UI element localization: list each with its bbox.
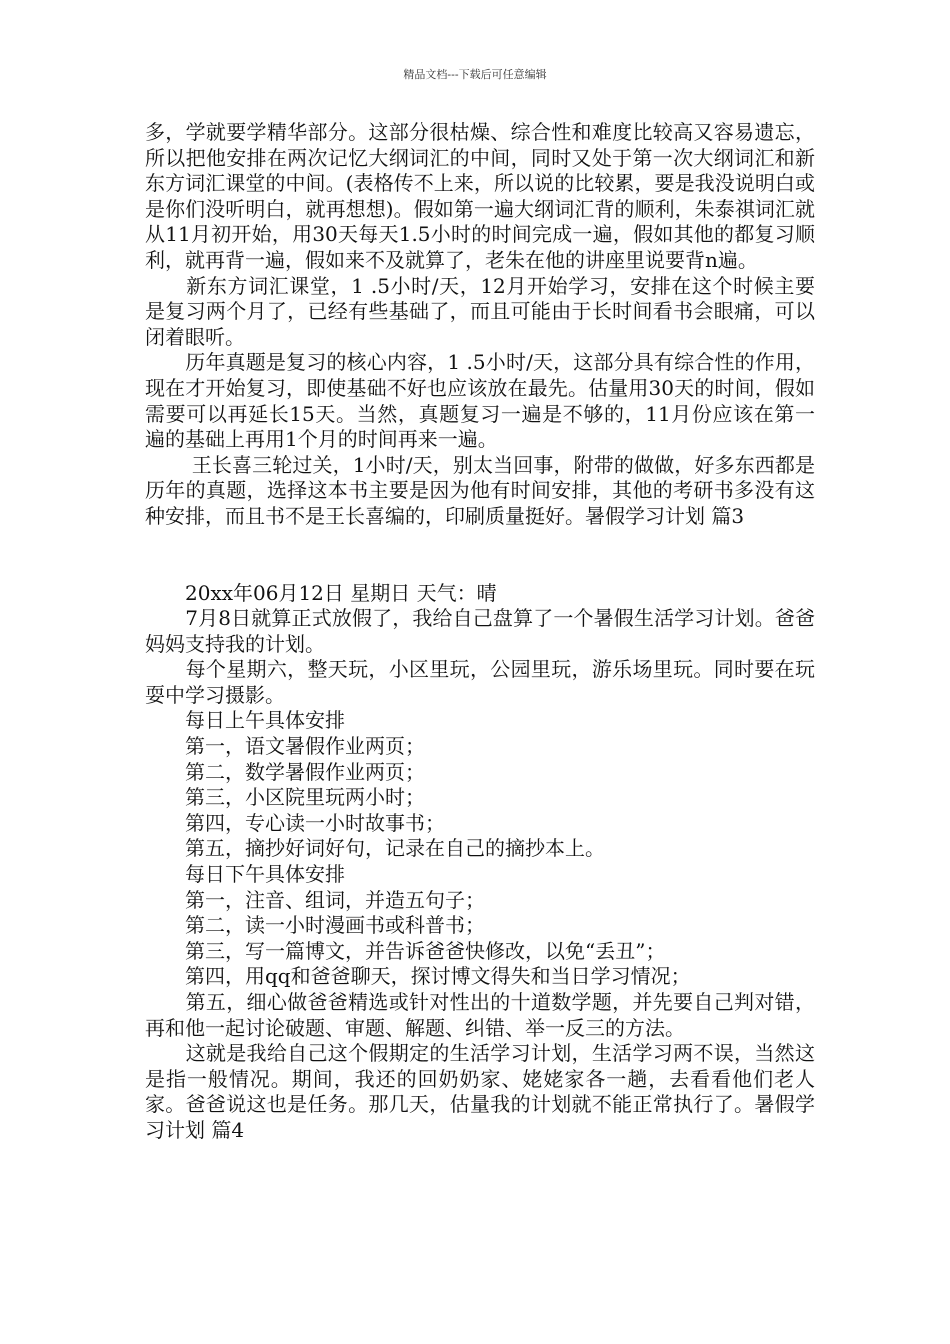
paragraph: 这就是我给自己这个假期定的生活学习计划，生活学习两不误，当然这是指一般情况。期间，我还的回奶奶家、姥姥家各一趟，去看看他们老人家。爸爸说这也是任务。那几天，估量我的计划就不能正常执行了。暑假学习计划 篇4 xyxy=(145,1041,815,1142)
paragraph: 历年真题是复习的核心内容，1 .5小时/天，这部分具有综合性的作用，现在才开始复习，即使基础不好也应该放在最先。估量用30天的时间，假如需要可以再延长15天。当然，真题复习一遍是不够的，11月份应该在第一遍的基础上再用1个月的时间再来一遍。 xyxy=(145,350,815,452)
schedule-heading-afternoon: 每日下午具体安排 xyxy=(145,862,345,887)
document-body xyxy=(145,120,815,1144)
paragraph: 王长喜三轮过关，1小时/天，别太当回事，附带的做做，好多东西都是历年的真题，选择这本书主要是因为他有时间安排，其他的考研书多没有这种安排，而且书不是王长喜编的，印刷质量挺好。暑假学习计划 篇3 xyxy=(145,452,815,528)
list-item: 第一，注音、组词，并造五句子； xyxy=(145,887,485,912)
page-header: 精品文档---下载后可任意编辑 xyxy=(403,68,547,81)
list-item: 第二，数学暑假作业两页； xyxy=(145,759,425,784)
list-item: 第五，摘抄好词好句，记录在自己的摘抄本上。 xyxy=(145,836,605,861)
list-item: 第四，用qq和爸爸聊天，探讨博文得失和当日学习情况； xyxy=(145,964,691,989)
list-item: 第三，写一篇博文，并告诉爸爸快修改，以免“丢丑”； xyxy=(145,938,666,963)
paragraph: 新东方词汇课堂，1 .5小时/天，12月开始学习，安排在这个时候主要是复习两个月了，已经有些基础了，而且可能由于长时间看书会眼痛，可以闭着眼听。 xyxy=(145,273,815,349)
list-item: 第二，读一小时漫画书或科普书； xyxy=(145,913,485,938)
list-item: 第四，专心读一小时故事书； xyxy=(145,810,445,835)
section-gap xyxy=(145,530,815,581)
list-item: 第一，语文暑假作业两页； xyxy=(145,734,425,759)
list-item: 第五，细心做爸爸精选或针对性出的十道数学题，并先要自己判对错，再和他一起讨论破题、审题、解题、纠错、举一反三的方法。 xyxy=(145,990,815,1040)
diary-date-line: 20xx年06月12日 星期日 天气：晴 xyxy=(145,580,497,605)
list-item: 第三，小区院里玩两小时； xyxy=(145,785,425,810)
paragraph: 每个星期六，整天玩，小区里玩，公园里玩，游乐场里玩。同时要在玩耍中学习摄影。 xyxy=(145,657,815,707)
schedule-heading-morning: 每日上午具体安排 xyxy=(145,708,345,733)
paragraph: 7月8日就算正式放假了，我给自己盘算了一个暑假生活学习计划。爸爸妈妈支持我的计划。 xyxy=(145,606,815,656)
paragraph: 多，学就要学精华部分。这部分很枯燥、综合性和难度比较高又容易遗忘，所以把他安排在两次记忆大纲词汇的中间，同时又处于第一次大纲词汇和新东方词汇课堂的中间。(表格传不上来，所以说的比较累，要是我没说明白或是你们没听明白，就再想想)。假如第一遍大纲词汇背的顺利，朱泰祺词汇就从11月初开始，用30天每天1.5小时的时间完成一遍，假如其他的都复习顺利，就再背一遍，假如来不及就算了，老朱在他的讲座里说要背n遍。 xyxy=(145,120,815,272)
